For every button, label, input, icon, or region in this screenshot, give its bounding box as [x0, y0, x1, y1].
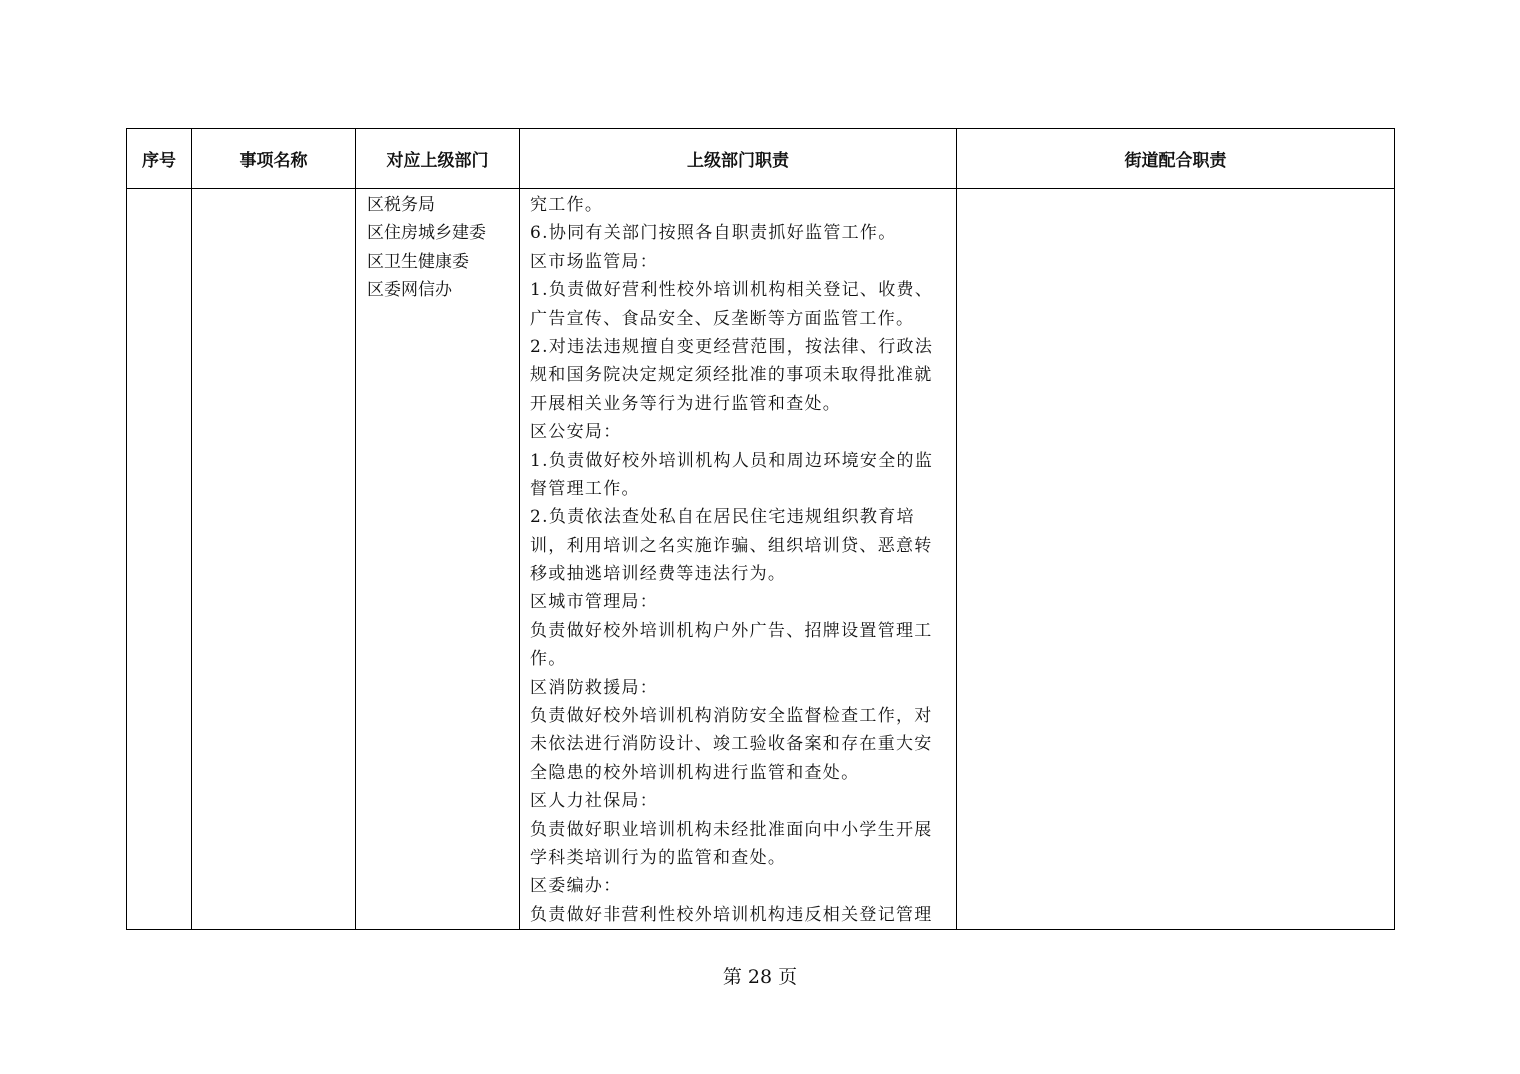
duty-line: 开展相关业务等行为进行监管和查处。	[530, 393, 842, 414]
department-item: 区住房城乡建委	[367, 223, 486, 244]
header-index: 序号	[127, 129, 192, 189]
duty-line: 作。	[530, 649, 567, 670]
duty-line: 移或抽逃培训经费等违法行为。	[530, 564, 787, 585]
header-street-duty: 街道配合职责	[957, 129, 1395, 189]
cell-department-duty	[520, 189, 957, 930]
duty-line: 2.对违法违规擅自变更经营范围，按法律、行政法	[530, 336, 934, 357]
duty-text-lines	[520, 189, 956, 929]
duty-line: 区城市管理局：	[530, 592, 659, 613]
duty-line: 1.负责做好营利性校外培训机构相关登记、收费、	[530, 280, 934, 301]
cell-departments	[356, 189, 520, 930]
cell-item-name	[192, 189, 356, 930]
duty-line: 区公安局：	[530, 422, 622, 443]
duty-line: 负责做好职业培训机构未经批准面向中小学生开展	[530, 819, 933, 840]
duty-line: 全隐患的校外培训机构进行监管和查处。	[530, 762, 860, 783]
table-header-row	[127, 129, 1395, 189]
duty-line: 未依法进行消防设计、竣工验收备案和存在重大安	[530, 734, 933, 755]
duty-line: 广告宣传、食品安全、反垄断等方面监管工作。	[530, 308, 915, 329]
duty-line: 1.负责做好校外培训机构人员和周边环境安全的监	[530, 450, 934, 471]
duty-table	[126, 128, 1395, 930]
duty-line: 区委编办：	[530, 876, 622, 897]
duty-line: 规和国务院决定规定须经批准的事项未取得批准就	[530, 365, 933, 386]
duty-line: 6.协同有关部门按照各自职责抓好监管工作。	[530, 223, 897, 244]
duty-line: 区人力社保局：	[530, 791, 659, 812]
department-item: 区卫生健康委	[367, 251, 469, 272]
duty-line: 区消防救援局：	[530, 677, 659, 698]
duty-line: 究工作。	[530, 195, 604, 215]
duty-line: 负责做好非营利性校外培训机构违反相关登记管理	[530, 904, 933, 925]
duty-line: 督管理工作。	[530, 478, 640, 499]
header-department: 对应上级部门	[356, 129, 520, 189]
duty-line: 学科类培训行为的监管和查处。	[530, 847, 787, 868]
cell-street-duty	[957, 189, 1395, 930]
duty-line: 2.负责依法查处私自在居民住宅违规组织教育培	[530, 507, 915, 528]
duty-line: 负责做好校外培训机构户外广告、招牌设置管理工	[530, 620, 933, 641]
department-list	[356, 189, 519, 305]
cell-index	[127, 189, 192, 930]
header-item-name: 事项名称	[192, 129, 356, 189]
duty-line: 训，利用培训之名实施诈骗、组织培训贷、恶意转	[530, 535, 933, 556]
department-item: 区委网信办	[367, 280, 452, 301]
header-department-duty: 上级部门职责	[520, 129, 957, 189]
page-number: 第 28 页	[722, 966, 798, 988]
duty-line: 负责做好校外培训机构消防安全监督检查工作，对	[530, 706, 933, 727]
table-row	[127, 189, 1395, 930]
department-item: 区税务局	[367, 195, 435, 215]
duty-line: 区市场监管局：	[530, 251, 659, 272]
